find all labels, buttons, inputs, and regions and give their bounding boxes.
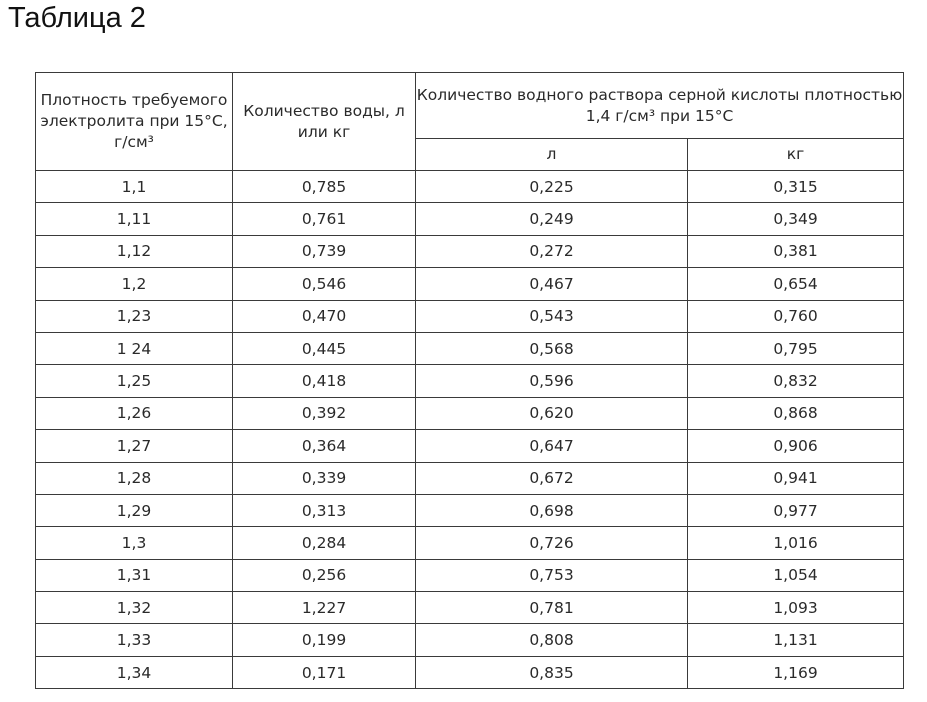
cell-acid-liters: 0,698	[416, 494, 688, 526]
cell-acid-kg: 1,054	[688, 559, 904, 591]
cell-acid-liters: 0,672	[416, 462, 688, 494]
cell-acid-liters: 0,249	[416, 203, 688, 235]
cell-acid-kg: 0,868	[688, 397, 904, 429]
page-title: Таблица 2	[8, 2, 146, 34]
cell-acid-liters: 0,835	[416, 656, 688, 688]
cell-water: 1,227	[233, 592, 416, 624]
cell-acid-kg: 0,315	[688, 171, 904, 203]
cell-water: 0,171	[233, 656, 416, 688]
cell-acid-kg: 1,131	[688, 624, 904, 656]
header-acid-liters: л	[416, 139, 688, 171]
cell-water: 0,470	[233, 300, 416, 332]
table-row	[36, 300, 904, 332]
cell-density: 1,1	[36, 171, 233, 203]
cell-water: 0,761	[233, 203, 416, 235]
cell-density: 1,33	[36, 624, 233, 656]
table-row	[36, 430, 904, 462]
cell-acid-liters: 0,596	[416, 365, 688, 397]
table-row	[36, 462, 904, 494]
cell-water: 0,313	[233, 494, 416, 526]
cell-acid-liters: 0,781	[416, 592, 688, 624]
cell-acid-kg: 0,654	[688, 268, 904, 300]
table-row	[36, 656, 904, 688]
cell-acid-kg: 1,016	[688, 527, 904, 559]
cell-acid-liters: 0,647	[416, 430, 688, 462]
cell-water: 0,546	[233, 268, 416, 300]
cell-water: 0,739	[233, 235, 416, 267]
table-row	[36, 171, 904, 203]
header-water: Количество воды, л или кг	[233, 73, 416, 171]
cell-acid-kg: 0,977	[688, 494, 904, 526]
cell-acid-liters: 0,568	[416, 332, 688, 364]
cell-acid-liters: 0,620	[416, 397, 688, 429]
cell-density: 1,3	[36, 527, 233, 559]
cell-acid-liters: 0,543	[416, 300, 688, 332]
cell-water: 0,418	[233, 365, 416, 397]
table-row	[36, 494, 904, 526]
table-row	[36, 559, 904, 591]
cell-water: 0,284	[233, 527, 416, 559]
cell-acid-kg: 0,760	[688, 300, 904, 332]
cell-density: 1,2	[36, 268, 233, 300]
table-row	[36, 268, 904, 300]
cell-acid-liters: 0,272	[416, 235, 688, 267]
cell-water: 0,364	[233, 430, 416, 462]
cell-density: 1,27	[36, 430, 233, 462]
cell-density: 1,31	[36, 559, 233, 591]
cell-acid-liters: 0,467	[416, 268, 688, 300]
cell-water: 0,199	[233, 624, 416, 656]
cell-acid-kg: 0,906	[688, 430, 904, 462]
cell-acid-liters: 0,225	[416, 171, 688, 203]
cell-acid-kg: 0,381	[688, 235, 904, 267]
cell-acid-liters: 0,753	[416, 559, 688, 591]
table-row	[36, 397, 904, 429]
header-acid: Количество водного раствора серной кислоты плотностью 1,4 г/см³ при 15°С	[416, 73, 904, 139]
cell-water: 0,785	[233, 171, 416, 203]
cell-acid-kg: 1,093	[688, 592, 904, 624]
cell-water: 0,392	[233, 397, 416, 429]
table-row	[36, 365, 904, 397]
table-row	[36, 235, 904, 267]
cell-density: 1 24	[36, 332, 233, 364]
table-header	[36, 73, 904, 171]
cell-density: 1,26	[36, 397, 233, 429]
cell-density: 1,29	[36, 494, 233, 526]
table-row	[36, 624, 904, 656]
cell-acid-kg: 0,795	[688, 332, 904, 364]
cell-density: 1,12	[36, 235, 233, 267]
cell-density: 1,23	[36, 300, 233, 332]
table-row	[36, 332, 904, 364]
cell-acid-kg: 0,941	[688, 462, 904, 494]
cell-acid-liters: 0,726	[416, 527, 688, 559]
cell-water: 0,256	[233, 559, 416, 591]
cell-water: 0,445	[233, 332, 416, 364]
table-row	[36, 527, 904, 559]
cell-density: 1,28	[36, 462, 233, 494]
cell-acid-kg: 1,169	[688, 656, 904, 688]
cell-acid-kg: 0,832	[688, 365, 904, 397]
cell-density: 1,11	[36, 203, 233, 235]
table-body	[36, 171, 904, 689]
electrolyte-table	[35, 72, 904, 689]
cell-density: 1,32	[36, 592, 233, 624]
cell-density: 1,25	[36, 365, 233, 397]
cell-acid-kg: 0,349	[688, 203, 904, 235]
table-row	[36, 592, 904, 624]
cell-acid-liters: 0,808	[416, 624, 688, 656]
table-row	[36, 203, 904, 235]
header-density: Плотность требуемого электролита при 15°С, г/см³	[36, 73, 233, 171]
header-acid-kg: кг	[688, 139, 904, 171]
cell-density: 1,34	[36, 656, 233, 688]
cell-water: 0,339	[233, 462, 416, 494]
